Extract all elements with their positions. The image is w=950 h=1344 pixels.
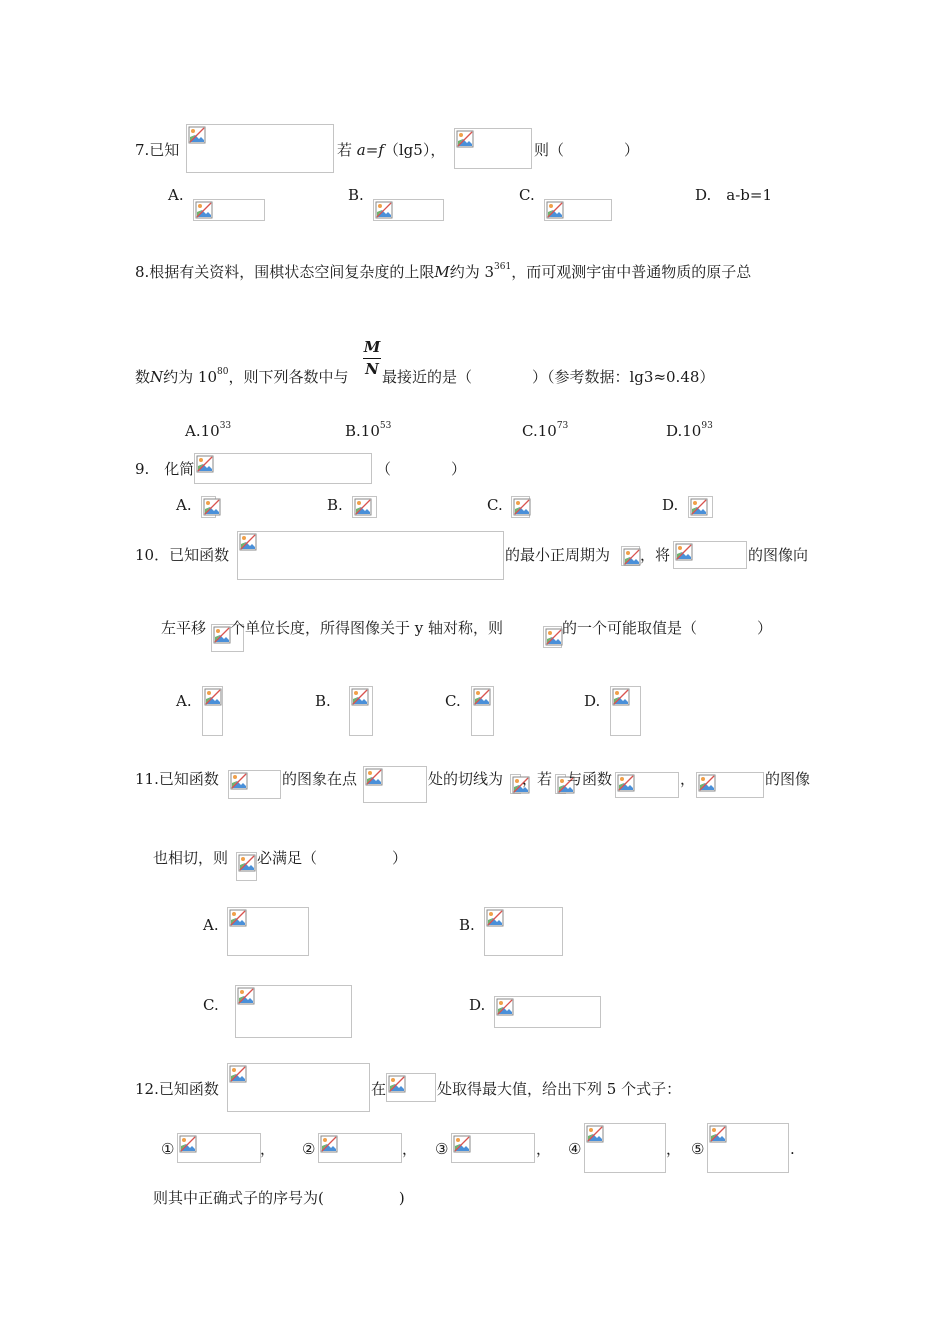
q12-x0-image bbox=[386, 1073, 436, 1102]
q10-option-b-image bbox=[349, 686, 373, 736]
q12-item-3-comma: ， bbox=[536, 1140, 552, 1158]
q10-period-image bbox=[621, 546, 640, 566]
q7-option-d: D. a-b=1 bbox=[695, 186, 772, 204]
q11-if-text: ，若 bbox=[522, 770, 553, 788]
q7-condition: 若 a=f（lg5）， bbox=[337, 141, 446, 159]
q10-shift-text: ，将 bbox=[640, 546, 671, 564]
q11-x0-image bbox=[236, 852, 257, 881]
broken-image-icon bbox=[351, 688, 369, 706]
q7-option-a-image bbox=[193, 199, 265, 221]
q12-line3: 则其中正确式子的序号为( ) bbox=[153, 1189, 405, 1207]
q7-option-b-image bbox=[373, 199, 444, 221]
q11-option-d-image bbox=[494, 996, 601, 1028]
q8-fraction-bar bbox=[363, 358, 381, 359]
broken-image-icon bbox=[375, 201, 393, 219]
broken-image-icon bbox=[365, 768, 383, 786]
broken-image-icon bbox=[238, 854, 256, 872]
q12-item-5-period: . bbox=[790, 1140, 795, 1158]
broken-image-icon bbox=[486, 909, 504, 927]
q12-item-4-image bbox=[584, 1123, 666, 1173]
q10-stem: 10．已知函数 bbox=[135, 546, 230, 564]
broken-image-icon bbox=[456, 130, 474, 148]
q12-item-4-comma: ， bbox=[666, 1140, 682, 1158]
q10-option-c-image bbox=[471, 686, 494, 736]
q11-line2-suffix: 必满足（ ） bbox=[257, 849, 408, 867]
q7-option-b-label: B. bbox=[348, 186, 364, 204]
q8-option-c: $C.10^{73}$ bbox=[522, 421, 569, 440]
q9-option-a-label: A. bbox=[176, 496, 192, 514]
q12-item-2-comma: ， bbox=[402, 1140, 418, 1158]
broken-image-icon bbox=[239, 533, 257, 551]
q8-option-d: $D.10^{93}$ bbox=[666, 421, 713, 440]
q11-domain-image bbox=[696, 772, 764, 798]
q7-condition-formula-image bbox=[454, 128, 532, 169]
q12-function-image bbox=[227, 1063, 370, 1112]
broken-image-icon bbox=[612, 688, 630, 706]
q8-line2-suffix: 最接近的是（ ）（参考数据：lg3≈0.48） bbox=[382, 368, 715, 386]
q9-option-c-image bbox=[511, 496, 530, 518]
q11-option-c-image bbox=[235, 985, 352, 1038]
broken-image-icon bbox=[473, 688, 491, 706]
broken-image-icon bbox=[545, 628, 563, 646]
q8-option-b: $B.10^{53}$ bbox=[345, 421, 392, 440]
broken-image-icon bbox=[690, 498, 708, 516]
q11-tangent-text: 处的切线为 bbox=[428, 770, 504, 788]
q11-l-image bbox=[555, 774, 566, 794]
q10-option-a-label: A. bbox=[176, 692, 192, 710]
q8-fraction-numerator: M bbox=[363, 338, 381, 356]
broken-image-icon bbox=[709, 1125, 727, 1143]
q10-option-c-label: C. bbox=[445, 692, 461, 710]
q10-graph-text: 的图像向 bbox=[748, 546, 809, 564]
q9-option-b-image bbox=[352, 496, 377, 518]
q12-stem: 12.已知函数 bbox=[135, 1080, 219, 1098]
q11-with-function-text: 与函数 bbox=[567, 770, 613, 788]
q11-g-function-image bbox=[615, 772, 679, 798]
q12-item-3-image bbox=[451, 1133, 535, 1163]
broken-image-icon bbox=[453, 1135, 471, 1153]
q11-option-d-label: D. bbox=[469, 996, 486, 1014]
broken-image-icon bbox=[179, 1135, 197, 1153]
q7-stem: 7.已知 bbox=[135, 141, 180, 159]
broken-image-icon bbox=[617, 774, 635, 792]
q12-item-3-marker: ③ bbox=[435, 1140, 449, 1158]
q10-line2-prefix: 左平移 bbox=[161, 619, 207, 637]
q11-option-b-image bbox=[484, 907, 563, 956]
q11-option-a-image bbox=[227, 907, 309, 956]
broken-image-icon bbox=[203, 498, 221, 516]
q12-max-text: 处取得最大值，给出下列 5 个式子： bbox=[437, 1080, 682, 1098]
q9-option-a-image bbox=[201, 496, 216, 518]
q12-item-2-marker: ② bbox=[302, 1140, 316, 1158]
broken-image-icon bbox=[698, 774, 716, 792]
broken-image-icon bbox=[229, 909, 247, 927]
broken-image-icon bbox=[388, 1075, 406, 1093]
q7-option-a-label: A. bbox=[168, 186, 184, 204]
q11-stem: 11.已知函数 bbox=[135, 770, 219, 788]
broken-image-icon bbox=[213, 626, 231, 644]
q10-function-image bbox=[237, 531, 504, 580]
broken-image-icon bbox=[196, 455, 214, 473]
q10-option-d-label: D. bbox=[584, 692, 601, 710]
q9-answer-bracket: （ ） bbox=[376, 460, 467, 478]
q7-answer-bracket: 则（ ） bbox=[534, 141, 640, 159]
broken-image-icon bbox=[188, 126, 206, 144]
q10-phi-image bbox=[543, 626, 562, 648]
q12-item-5-image bbox=[707, 1123, 789, 1173]
q12-item-1-comma: ， bbox=[260, 1140, 276, 1158]
q11-line2-prefix: 也相切，则 bbox=[153, 849, 229, 867]
q12-at-text: 在 bbox=[371, 1080, 387, 1098]
broken-image-icon bbox=[230, 772, 248, 790]
broken-image-icon bbox=[354, 498, 372, 516]
q9-option-d-label: D. bbox=[662, 496, 679, 514]
q9-option-b-label: B. bbox=[327, 496, 343, 514]
q11-option-b-label: B. bbox=[459, 916, 475, 934]
q11-comma: ， bbox=[680, 770, 696, 788]
q7-option-c-label: C. bbox=[519, 186, 535, 204]
q12-item-1-image bbox=[177, 1133, 261, 1163]
broken-image-icon bbox=[623, 548, 641, 566]
q10-period-text: 的最小正周期为 bbox=[505, 546, 611, 564]
q8-line2-prefix: 数N约为 $10^{80}$，则下列各数中与 bbox=[135, 367, 349, 386]
q12-item-1-marker: ① bbox=[161, 1140, 175, 1158]
q11-tangent-l-image bbox=[510, 774, 521, 794]
q10-option-d-image bbox=[610, 686, 641, 736]
broken-image-icon bbox=[496, 998, 514, 1016]
broken-image-icon bbox=[320, 1135, 338, 1153]
q10-option-a-image bbox=[202, 686, 223, 736]
q11-option-c-label: C. bbox=[203, 996, 219, 1014]
q10-line2-suffix: 的一个可能取值是（ ） bbox=[562, 619, 773, 637]
q8-fraction-denominator: N bbox=[365, 360, 379, 378]
q10-fx-image bbox=[673, 541, 747, 569]
broken-image-icon bbox=[229, 1065, 247, 1083]
broken-image-icon bbox=[204, 688, 222, 706]
q9-option-d-image bbox=[688, 496, 713, 518]
q11-option-a-label: A. bbox=[203, 916, 219, 934]
q7-option-c-image bbox=[544, 199, 612, 221]
q8-line1: 8.根据有关资料，围棋状态空间复杂度的上限M约为 $3^{361}$，而可观测宇宙中普通物质的原子总 bbox=[135, 262, 752, 281]
q12-item-4-marker: ④ bbox=[568, 1140, 582, 1158]
broken-image-icon bbox=[586, 1125, 604, 1143]
q12-item-5-marker: ⑤ bbox=[691, 1140, 705, 1158]
broken-image-icon bbox=[546, 201, 564, 219]
q12-item-2-image bbox=[318, 1133, 402, 1163]
q11-function-image bbox=[228, 770, 281, 799]
broken-image-icon bbox=[195, 201, 213, 219]
q7-function-formula-image bbox=[186, 124, 334, 173]
q9-stem: 9. 化简 bbox=[135, 460, 195, 478]
q10-option-b-label: B. bbox=[315, 692, 331, 710]
broken-image-icon bbox=[513, 498, 531, 516]
q8-option-a: $A.10^{33}$ bbox=[185, 421, 232, 440]
q9-expression-image bbox=[194, 453, 372, 484]
q11-point-image bbox=[363, 766, 427, 803]
q11-graph-text: 的图像 bbox=[765, 770, 811, 788]
q10-line2-middle: 个单位长度，所得图像关于 y 轴对称，则 bbox=[230, 619, 504, 637]
q11-point-text: 的图象在点 bbox=[282, 770, 358, 788]
broken-image-icon bbox=[237, 987, 255, 1005]
broken-image-icon bbox=[675, 543, 693, 561]
q9-option-c-label: C. bbox=[487, 496, 503, 514]
q8-fraction-m-over-n bbox=[363, 339, 381, 377]
